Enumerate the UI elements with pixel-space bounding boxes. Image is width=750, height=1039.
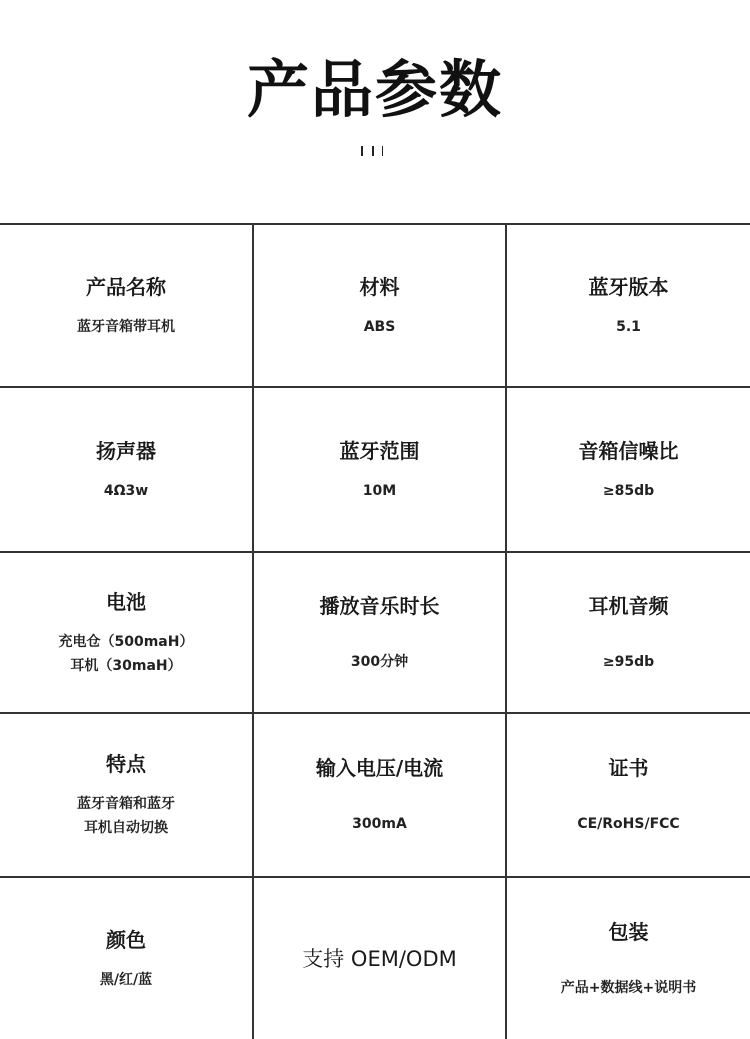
spec-row: [0, 553, 750, 714]
spec-cell-features: [0, 714, 252, 876]
spec-value: 充电仓（500maH） 耳机（30maH）: [58, 633, 194, 674]
spec-cell-earphone-audio: [505, 553, 750, 712]
spec-value: 300分钟: [350, 653, 409, 670]
spec-label: 播放音乐时长: [319, 593, 440, 618]
page-title: 产品参数: [246, 53, 503, 126]
spec-label: 支持 OEM/ODM: [302, 946, 457, 971]
spec-cell-battery: [0, 553, 252, 712]
spec-cell-snr: [505, 388, 750, 551]
spec-label: 输入电压/电流: [315, 756, 444, 780]
spec-value: 蓝牙音箱和蓝牙 耳机自动切换: [77, 796, 175, 836]
spec-label: 材料: [359, 274, 400, 299]
spec-value: 4Ω3w: [103, 482, 149, 499]
spec-value: 黑/红/蓝: [99, 971, 153, 988]
spec-value: ≥95db: [602, 653, 655, 670]
spec-label: 扬声器: [96, 438, 156, 463]
spec-label: 包装: [608, 919, 649, 944]
spec-row: [0, 878, 750, 1039]
spec-row: [0, 388, 750, 553]
spec-label: 颜色: [106, 927, 146, 952]
spec-value: ≥85db: [602, 482, 655, 499]
spec-row: [0, 225, 750, 388]
spec-cell-certificate: [505, 714, 750, 876]
spec-label: 证书: [608, 756, 649, 780]
spec-row: [0, 714, 750, 878]
spec-cell-packaging: [505, 878, 750, 1039]
spec-cell-input-voltage: [252, 714, 505, 876]
spec-cell-play-time: [252, 553, 505, 712]
spec-cell-speaker: [0, 388, 252, 551]
spec-label: 蓝牙范围: [339, 438, 420, 463]
spec-cell-bluetooth-range: [252, 388, 505, 551]
spec-cell-oem-odm: [252, 878, 505, 1039]
spec-label: 特点: [106, 752, 146, 776]
spec-value: CE/RoHS/FCC: [577, 816, 680, 832]
spec-value: 5.1: [616, 318, 641, 335]
spec-cell-material: [252, 225, 505, 386]
spec-label: 产品名称: [86, 274, 166, 299]
spec-label: 蓝牙版本: [588, 274, 669, 299]
spec-label: 电池: [106, 589, 146, 614]
spec-table: [0, 223, 750, 1037]
spec-cell-bluetooth-version: [505, 225, 750, 386]
spec-label: 音箱信噪比: [578, 438, 679, 463]
spec-value: ABS: [363, 318, 396, 335]
spec-value: 10M: [362, 482, 397, 499]
spec-cell-product-name: [0, 225, 252, 386]
spec-value: 300mA: [352, 816, 407, 832]
spec-value: 产品+数据线+说明书: [560, 979, 697, 996]
spec-label: 耳机音频: [588, 593, 669, 618]
spec-value: 蓝牙音箱带耳机: [77, 318, 175, 335]
title-decoration: [361, 146, 387, 156]
spec-cell-color: [0, 878, 252, 1039]
